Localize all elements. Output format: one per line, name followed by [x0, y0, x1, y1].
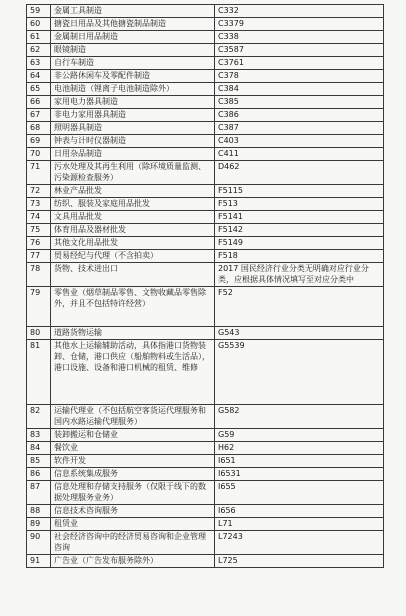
industry-name: 信息系统集成服务	[51, 468, 215, 481]
industry-name: 日用杂品制造	[51, 148, 215, 161]
table-row	[27, 198, 384, 211]
industry-name: 电池制造（锂离子电池制造除外）	[51, 83, 215, 96]
industry-code: I656	[215, 505, 384, 518]
industry-name: 体育用品及器材批发	[51, 224, 215, 237]
industry-code: C378	[215, 70, 384, 83]
industry-name: 装卸搬运和仓储业	[51, 429, 215, 442]
industry-code: F513	[215, 198, 384, 211]
table-row	[27, 31, 384, 44]
industry-name: 软件开发	[51, 455, 215, 468]
row-number: 78	[27, 263, 51, 287]
row-number: 84	[27, 442, 51, 455]
table-row	[27, 57, 384, 70]
row-number: 72	[27, 185, 51, 198]
industry-name: 眼镜制造	[51, 44, 215, 57]
industry-name: 非公路休闲车及零配件制造	[51, 70, 215, 83]
row-number: 59	[27, 5, 51, 18]
table-row	[27, 505, 384, 518]
table-row	[27, 109, 384, 122]
table-row	[27, 122, 384, 135]
industry-code: C384	[215, 83, 384, 96]
industry-name: 文具用品批发	[51, 211, 215, 224]
row-number: 68	[27, 122, 51, 135]
table-row	[27, 5, 384, 18]
table-row	[27, 224, 384, 237]
table-row	[27, 555, 384, 568]
table-row	[27, 211, 384, 224]
row-number: 85	[27, 455, 51, 468]
row-number: 66	[27, 96, 51, 109]
row-number: 89	[27, 518, 51, 531]
row-number: 64	[27, 70, 51, 83]
table-row	[27, 237, 384, 250]
table-row	[27, 148, 384, 161]
industry-code: C338	[215, 31, 384, 44]
industry-name: 信息技术咨询服务	[51, 505, 215, 518]
row-number: 86	[27, 468, 51, 481]
industry-name: 租赁业	[51, 518, 215, 531]
table-row	[27, 327, 384, 340]
industry-name: 林业产品批发	[51, 185, 215, 198]
row-number: 62	[27, 44, 51, 57]
row-number: 70	[27, 148, 51, 161]
table-row	[27, 455, 384, 468]
row-number: 73	[27, 198, 51, 211]
industry-code: F5141	[215, 211, 384, 224]
industry-code: C3379	[215, 18, 384, 31]
industry-code: C3587	[215, 44, 384, 57]
table-row	[27, 44, 384, 57]
table-row	[27, 135, 384, 148]
row-number: 77	[27, 250, 51, 263]
industry-name: 自行车制造	[51, 57, 215, 70]
industry-name: 餐饮业	[51, 442, 215, 455]
industry-code: F5149	[215, 237, 384, 250]
industry-code: I651	[215, 455, 384, 468]
industry-code: C403	[215, 135, 384, 148]
industry-code: C387	[215, 122, 384, 135]
table-row	[27, 287, 384, 327]
industry-code: G5539	[215, 340, 384, 405]
industry-code: F5115	[215, 185, 384, 198]
industry-code: G543	[215, 327, 384, 340]
industry-name: 金属工具制造	[51, 5, 215, 18]
table-row	[27, 96, 384, 109]
industry-code: G582	[215, 405, 384, 429]
industry-code: F518	[215, 250, 384, 263]
industry-code: C411	[215, 148, 384, 161]
industry-code: H62	[215, 442, 384, 455]
table-body	[27, 5, 384, 568]
row-number: 61	[27, 31, 51, 44]
table-row	[27, 70, 384, 83]
industry-code: C386	[215, 109, 384, 122]
table-row	[27, 468, 384, 481]
industry-name: 运输代理业（不包括航空客货运代理服务和国内水路运输代理服务）	[51, 405, 215, 429]
table-row	[27, 185, 384, 198]
row-number: 74	[27, 211, 51, 224]
industry-name: 金属制日用品制造	[51, 31, 215, 44]
row-number: 76	[27, 237, 51, 250]
industry-name: 其他水上运输辅助活动，具体指港口货物装卸、仓储，港口供应（船舶物料或生活品），港口设施、设备和港口机械的租赁、维修	[51, 340, 215, 405]
industry-name: 钟表与计时仪器制造	[51, 135, 215, 148]
table-row	[27, 340, 384, 405]
industry-name: 搪瓷日用品及其他搪瓷制品制造	[51, 18, 215, 31]
industry-name: 非电力家用器具制造	[51, 109, 215, 122]
industry-name: 纺织、服装及家庭用品批发	[51, 198, 215, 211]
industry-name: 信息处理和存储支持服务（仅限于线下的数据处理服务业务）	[51, 481, 215, 505]
table-row	[27, 429, 384, 442]
table-row	[27, 531, 384, 555]
row-number: 80	[27, 327, 51, 340]
row-number: 60	[27, 18, 51, 31]
table-row	[27, 83, 384, 96]
industry-code: F52	[215, 287, 384, 327]
row-number: 91	[27, 555, 51, 568]
industry-name: 其他文化用品批发	[51, 237, 215, 250]
table-row	[27, 518, 384, 531]
industry-code: L71	[215, 518, 384, 531]
row-number: 69	[27, 135, 51, 148]
industry-code: I655	[215, 481, 384, 505]
industry-name: 社会经济咨询中的经济贸易咨询和企业管理咨询	[51, 531, 215, 555]
industry-code: 2017 国民经济行业分类无明确对应行业分类，应根据具体情况填写至对应分类中	[215, 263, 384, 287]
table-row	[27, 161, 384, 185]
industry-code: L725	[215, 555, 384, 568]
row-number: 82	[27, 405, 51, 429]
row-number: 87	[27, 481, 51, 505]
row-number: 79	[27, 287, 51, 327]
row-number: 90	[27, 531, 51, 555]
row-number: 65	[27, 83, 51, 96]
industry-code: C332	[215, 5, 384, 18]
row-number: 75	[27, 224, 51, 237]
industry-name: 货物、技术进出口	[51, 263, 215, 287]
industry-name: 零售业（烟草制品零售、文物收藏品零售除外，并且不包括特许经营）	[51, 287, 215, 327]
table-row	[27, 405, 384, 429]
industry-classification-table	[26, 4, 384, 568]
industry-code: L7243	[215, 531, 384, 555]
industry-code: I6531	[215, 468, 384, 481]
industry-name: 道路货物运输	[51, 327, 215, 340]
row-number: 71	[27, 161, 51, 185]
industry-code: C385	[215, 96, 384, 109]
industry-name: 污水处理及其再生利用（除环境质量监测、污染源检查服务）	[51, 161, 215, 185]
industry-code: G59	[215, 429, 384, 442]
table-row	[27, 18, 384, 31]
table-row	[27, 442, 384, 455]
row-number: 88	[27, 505, 51, 518]
industry-name: 广告业（广告发布服务除外）	[51, 555, 215, 568]
industry-name: 照明器具制造	[51, 122, 215, 135]
table-row	[27, 263, 384, 287]
table-row	[27, 250, 384, 263]
row-number: 83	[27, 429, 51, 442]
industry-name: 贸易经纪与代理（不含拍卖）	[51, 250, 215, 263]
industry-name: 家用电力器具制造	[51, 96, 215, 109]
industry-code: C3761	[215, 57, 384, 70]
row-number: 67	[27, 109, 51, 122]
table-row	[27, 481, 384, 505]
industry-code: F5142	[215, 224, 384, 237]
row-number: 81	[27, 340, 51, 405]
industry-code: D462	[215, 161, 384, 185]
row-number: 63	[27, 57, 51, 70]
